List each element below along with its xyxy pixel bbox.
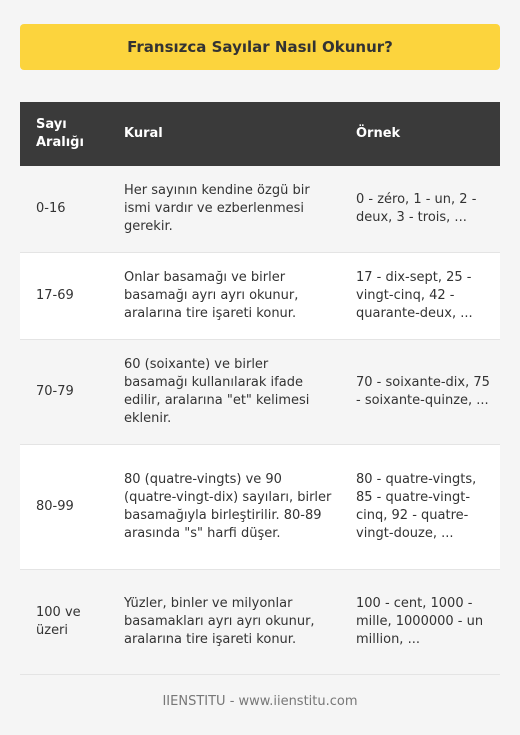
cell-rule: Yüzler, binler ve milyonlar basamakları ayrı ayrı okunur, aralarına tire işareti konur.	[108, 570, 340, 675]
header-example: Örnek	[340, 102, 500, 166]
cell-example: 17 - dix-sept, 25 - vingt-cinq, 42 - quarante-deux, ...	[340, 253, 500, 340]
footer-credit: IIENSTITU - www.iienstitu.com	[162, 694, 358, 709]
cell-range: 0-16	[20, 166, 108, 253]
page-title: Fransızca Sayılar Nasıl Okunur?	[127, 38, 393, 56]
table-row	[20, 253, 500, 340]
table-row	[20, 570, 500, 675]
numbers-table	[20, 102, 500, 675]
cell-range: 70-79	[20, 340, 108, 445]
table-row	[20, 340, 500, 445]
cell-example: 70 - soixante-dix, 75 - soixante-quinze, ...	[340, 340, 500, 445]
cell-range: 80-99	[20, 445, 108, 570]
header-range: Sayı Aralığı	[20, 102, 108, 166]
cell-example: 100 - cent, 1000 - mille, 1000000 - un million, ...	[340, 570, 500, 675]
cell-rule: 60 (soixante) ve birler basamağı kullanılarak ifade edilir, aralarına "et" kelimesi eklenir.	[108, 340, 340, 445]
cell-rule: 80 (quatre-vingts) ve 90 (quatre-vingt-dix) sayıları, birler basamağıyla birleştirilir. 80-89 arasında "s" harfi düşer.	[108, 445, 340, 570]
cell-range: 17-69	[20, 253, 108, 340]
cell-range: 100 ve üzeri	[20, 570, 108, 675]
table-row	[20, 445, 500, 570]
cell-example: 80 - quatre-vingts, 85 - quatre-vingt-cinq, 92 - quatre-vingt-douze, ...	[340, 445, 500, 570]
cell-example: 0 - zéro, 1 - un, 2 - deux, 3 - trois, ...	[340, 166, 500, 253]
table-header-row	[20, 102, 500, 166]
title-banner	[20, 24, 500, 70]
table-row	[20, 166, 500, 253]
cell-rule: Onlar basamağı ve birler basamağı ayrı ayrı okunur, aralarına tire işareti konur.	[108, 253, 340, 340]
header-rule: Kural	[108, 102, 340, 166]
cell-rule: Her sayının kendine özgü bir ismi vardır ve ezberlenmesi gerekir.	[108, 166, 340, 253]
